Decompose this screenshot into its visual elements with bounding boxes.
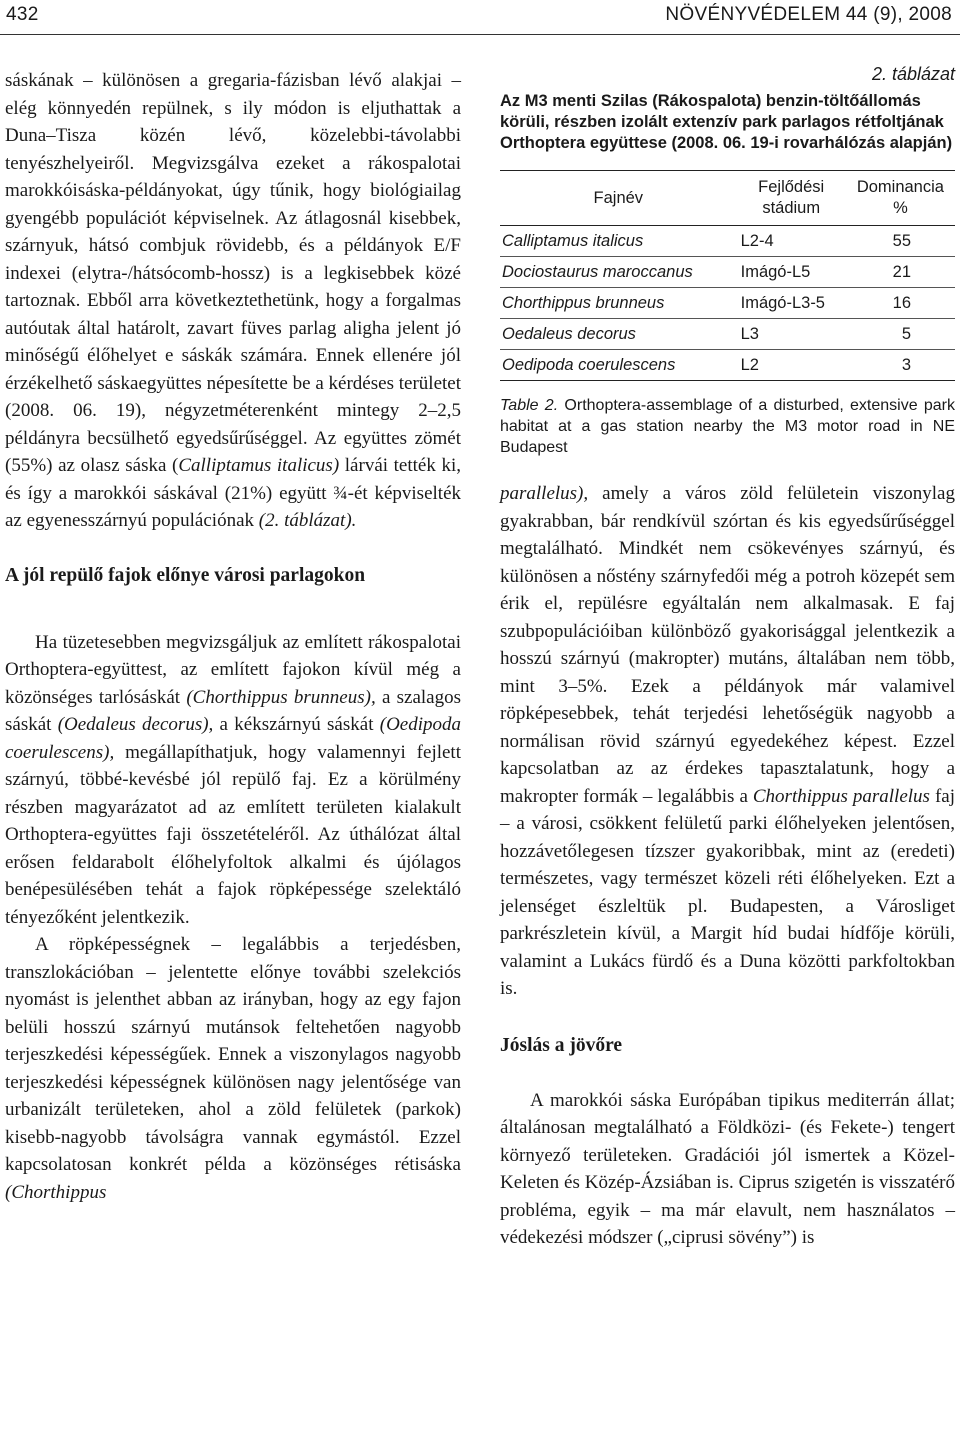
text-run: faj – a városi, csökkent felületű parki élőhelyeken jelentősen, hozzávetőlegesen tízszer gyakoribbak, mint az (eredeti) természetes, vagy természet közeli réti élőhelyeken. Ezt a jelenséget észleltük pl. Budapesten, a Városliget parkrészletein kívül, a Margit híd budai hídfője körüli, valamint a Lukács fürdő és a Duna közötti parkfoltokban is. bbox=[500, 785, 955, 999]
table-caption-text: Orthoptera-assemblage of a disturbed, extensive park habitat at a gas station nearby the M3 motor road in NE Budapest bbox=[500, 397, 956, 456]
right-column-text bbox=[500, 480, 955, 1003]
text-run: Ha tüzetesebben megvizsgáljuk az említett rákospalotai Orthoptera-együttest, az említett fajokon kívül még a közönséges tarlósáskát bbox=[5, 631, 461, 708]
section-heading: A jól repülő fajok előnye városi parlagokon bbox=[5, 564, 366, 586]
table-row bbox=[500, 226, 955, 257]
species-cell: Oedipoda coerulescens bbox=[500, 350, 737, 381]
italic-text: Chorthippus parallelus bbox=[752, 785, 930, 807]
stage-cell: Imágó-L5 bbox=[737, 257, 846, 288]
italic-text: parallelus), bbox=[500, 483, 589, 504]
text-run: A marokkói sáska Európában tipikus mediterrán állat; általánosan megtalálható a Földközi- (és Fekete-) tengert környező területeken. Gradációi jól ismertek a Közel-Keleten és Közép-Ázsiában is. Ciprus szigetén is visszatérő probléma, egyik – ma már elavult, nem használatos – védekezési módszer („ciprusi sövény”) is bbox=[500, 1089, 955, 1248]
species-cell: Dociostaurus maroccanus bbox=[500, 257, 737, 288]
text-run: megállapíthatjuk, hogy valamennyi fejlett szárnyú, többé-kevésbé jól repülő faj. Ez a körülmény részben magyarázatot ad az említett területen kialakult Orthoptera-együttes faji összetételéről. Az úthálózat által erősen feldarabolt élőhelyfoltok alkalmi és újólagos benépesülésében tehát a fajok röpképessége szelektáló tényezőként jelentkezik. bbox=[5, 741, 461, 928]
table-row bbox=[500, 319, 955, 350]
italic-text: (2. táblázat). bbox=[258, 510, 357, 531]
table-row bbox=[500, 350, 955, 381]
italic-text: (Chorthippus brunneus), bbox=[186, 686, 376, 708]
paragraph bbox=[500, 1087, 955, 1252]
page-header bbox=[0, 0, 960, 36]
text-run: sáskának – különösen a gregaria-fázisban lévő alakjai – elég könnyedén repülnek, s ily módon is eljuthattak a Duna–Tisza közén lévő, közelebbi-távolabbi tenyészhelyeiről. Megvizsgálva ezeket a rákospalotai marokkóisáska-példányokat, úgy tűnik, hogy biológiailag gyengébb populációt képviselnek. Az átlagosnál kisebbek, szárnyuk, hátsó combjuk rövidebb, és a példányok E/F indexei (elytra-/hátsócomb-hossz) is a legkisebbek közé tartoznak. Ebből arra következtethetünk, hogy a forgalmas autóutak által határolt, zavart füves parlag aligha jelent jó minőségű élőhelyet e sáskák számára. Ennek ellenére jól érzékelhető sáskaegyüttes népesítette be a kérdéses területet (2008. 06. 19), négyzetméterenként mintegy 2–2,5 példányra becsülhető egyedsűrűséggel. Az együttes zömét (55%) az olasz sáska ( bbox=[5, 70, 461, 476]
dominance-cell: 16 bbox=[846, 288, 955, 319]
orthoptera-table bbox=[500, 170, 955, 381]
text-run: lárvái tették ki, és így a marokkói sáskával (21%) együtt ¾-ét képviselték az egyenesszárnyú populációnak bbox=[5, 455, 461, 531]
italic-text: (Oedipoda coerulescens), bbox=[5, 714, 462, 763]
table-caption-label: Table 2. bbox=[500, 397, 559, 414]
dominance-cell: 21 bbox=[846, 257, 955, 288]
paragraph bbox=[5, 931, 461, 1206]
species-cell: Chorthippus brunneus bbox=[500, 288, 737, 319]
left-column bbox=[5, 67, 461, 1206]
section-heading: Jóslás a jövőre bbox=[500, 1034, 623, 1056]
table-caption bbox=[500, 395, 955, 458]
table-title: Az M3 menti Szilas (Rákospalota) benzin-töltőállomás körüli, részben izolált extenzív park parlagos rétfoltjának Orthoptera együttese (2008. 06. 19-i rovarhálózás alapján) bbox=[500, 92, 953, 152]
table-row bbox=[500, 257, 955, 288]
journal-citation: NÖVÉNYVÉDELEM 44 (9), 2008 bbox=[665, 4, 952, 25]
text-run: a szalagos sáskát bbox=[5, 686, 461, 735]
dominance-cell: 3 bbox=[846, 350, 955, 381]
italic-text: Calliptamus italicus) bbox=[178, 455, 340, 476]
italic-text: (Oedaleus decorus), bbox=[57, 714, 214, 735]
stage-cell: L3 bbox=[737, 319, 846, 350]
paragraph bbox=[500, 480, 955, 1003]
right-column bbox=[500, 64, 955, 1252]
italic-text: (Chorthippus bbox=[5, 1181, 107, 1203]
text-run: amely a város zöld felületein viszonylag gyakrabban, bár rendkívül szórtan és kis egyedsűrűséggel megtalálható. Mindkét nem csökevényes szárnyú, és különösen a nőstény szárnyfedői még a potroh közepét sem érik el, repülésre egyáltalán nem alkalmasak. E faj szubpopulációiban különböző gyakorisággal jelentkezik a hosszú szárnyú (makropter) mutáns, általában nem több, mint 3–5%. Ezek a példányok már valamivel röpképesebbek, tehát terjedési lehetőségük nagyobb a normálisan rövid szárnyú egyedekéhez képest. Ezzel kapcsolatban az az érdekes tapasztalatunk, hogy a makropter formák – legalábbis a bbox=[500, 483, 955, 807]
dominance-cell: 55 bbox=[846, 226, 955, 257]
column-header-species: Fajnév bbox=[500, 171, 737, 226]
table-number: 2. táblázat bbox=[871, 64, 955, 84]
page-number: 432 bbox=[6, 4, 39, 25]
column-header-stage: Fejlődési stádium bbox=[737, 171, 846, 226]
text-run: A röpképességnek – legalábbis a terjedésben, transzlokációban – jelentette előnye további szelekciós nyomást is jelenthet abban az irányban, hogy az egy fajon belüli hosszú szárnyú mutánsok feltehetően nagyobb terjeszkedési képességűek. Ennek a viszonylagos nagyobb terjeszkedési képességnek különösen nagy jelentősége van urbanizált területeken, ahol a zöld felületek (parkok) kisebb-nagyobb távolságra vannak egymástól. Ezzel kapcsolatosan konkrét példa a közönséges rétisáska bbox=[5, 934, 461, 1175]
species-cell: Calliptamus italicus bbox=[500, 226, 737, 257]
table-header-row bbox=[500, 171, 955, 226]
header-rule bbox=[0, 34, 960, 35]
right-column-text-after-heading bbox=[500, 1087, 955, 1252]
text-run: a kékszárnyú sáskát bbox=[213, 714, 380, 735]
column-header-dominance: Dominancia % bbox=[846, 171, 955, 226]
table-row bbox=[500, 288, 955, 319]
paragraph bbox=[5, 629, 461, 932]
stage-cell: L2 bbox=[737, 350, 846, 381]
dominance-cell: 5 bbox=[846, 319, 955, 350]
left-column-text-after-heading bbox=[5, 629, 461, 1207]
species-cell: Oedaleus decorus bbox=[500, 319, 737, 350]
left-column-text bbox=[5, 67, 461, 535]
stage-cell: Imágó-L3-5 bbox=[737, 288, 846, 319]
stage-cell: L2-4 bbox=[737, 226, 846, 257]
paragraph bbox=[5, 67, 461, 535]
